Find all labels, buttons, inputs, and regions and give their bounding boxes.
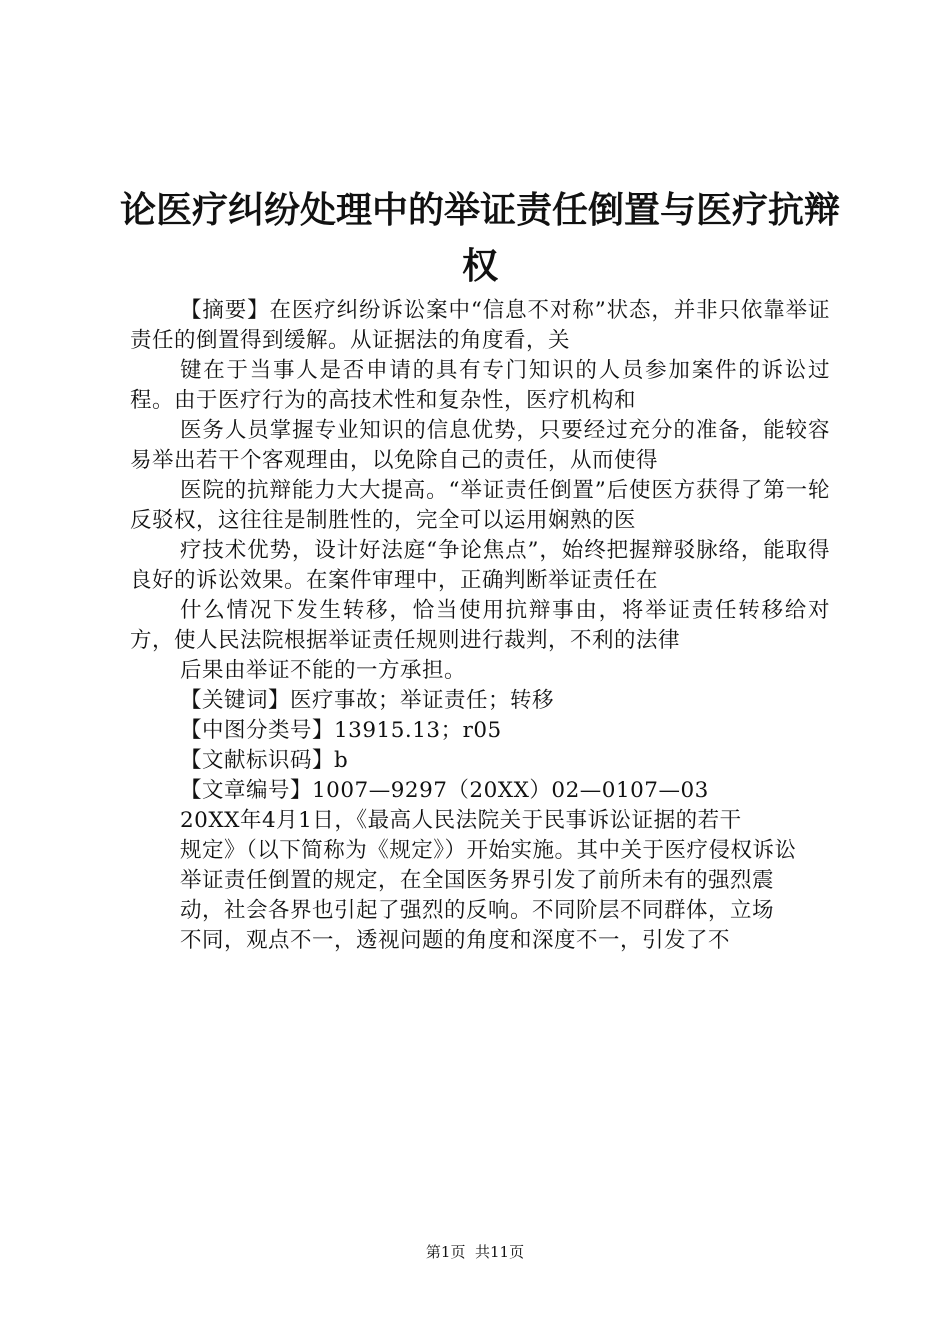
body-paragraph-5: 不同，观点不一，透视问题的角度和深度不一，引发了不 bbox=[180, 928, 731, 953]
body-paragraph-4: 动，社会各界也引起了强烈的反响。不同阶层不同群体，立场 bbox=[180, 898, 775, 923]
document-code-line: 【文献标识码】b bbox=[180, 748, 349, 773]
abstract-paragraph-6: 什么情况下发生转移，恰当使用抗辩事由，将举证责任转移给对方，使人民法院根据举证责任规则进行裁判，不利的法律 bbox=[130, 598, 830, 653]
abstract-paragraph-5: 疗技术优势，设计好法庭“争论焦点”，始终把握辩驳脉络，能取得良好的诉讼效果。在案件审理中，正确判断举证责任在 bbox=[130, 538, 830, 593]
article-number-line: 【文章编号】1007—9297（20XX）02—0107—03 bbox=[180, 778, 709, 803]
body-paragraph-2: 规定》（以下简称为《规定》）开始实施。其中关于医疗侵权诉讼 bbox=[180, 838, 797, 863]
abstract-paragraph-2: 键在于当事人是否申请的具有专门知识的人员参加案件的诉讼过程。由于医疗行为的高技术性和复杂性，医疗机构和 bbox=[130, 358, 830, 413]
page-footer: 第1页 共11页 bbox=[425, 1243, 525, 1261]
abstract-paragraph-1: 【摘要】在医疗纠纷诉讼案中“信息不对称”状态，并非只依靠举证责任的倒置得到缓解。从证据法的角度看，关 bbox=[130, 298, 830, 353]
classification-number-line: 【中图分类号】13915.13；r05 bbox=[180, 718, 502, 743]
abstract-paragraph-3: 医务人员掌握专业知识的信息优势，只要经过充分的准备，能较容易举出若干个客观理由，以免除自己的责任，从而使得 bbox=[130, 418, 830, 473]
abstract-paragraph-7: 后果由举证不能的一方承担。 bbox=[180, 658, 467, 683]
document-title-line-2: 权 bbox=[461, 245, 498, 287]
body-paragraph-1: 20XX年4月1日，《最高人民法院关于民事诉讼证据的若干 bbox=[180, 808, 742, 833]
body-paragraph-3: 举证责任倒置的规定，在全国医务界引发了前所未有的强烈震 bbox=[180, 868, 775, 893]
keywords-line: 【关键词】医疗事故；举证责任；转移 bbox=[180, 688, 555, 713]
document-body bbox=[130, 296, 830, 956]
document-title-line-1: 论医疗纠纷处理中的举证责任倒置与医疗抗辩 bbox=[119, 189, 840, 231]
abstract-paragraph-4: 医院的抗辩能力大大提高。“举证责任倒置”后使医方获得了第一轮反驳权，这往往是制胜性的，完全可以运用娴熟的医 bbox=[130, 478, 830, 533]
